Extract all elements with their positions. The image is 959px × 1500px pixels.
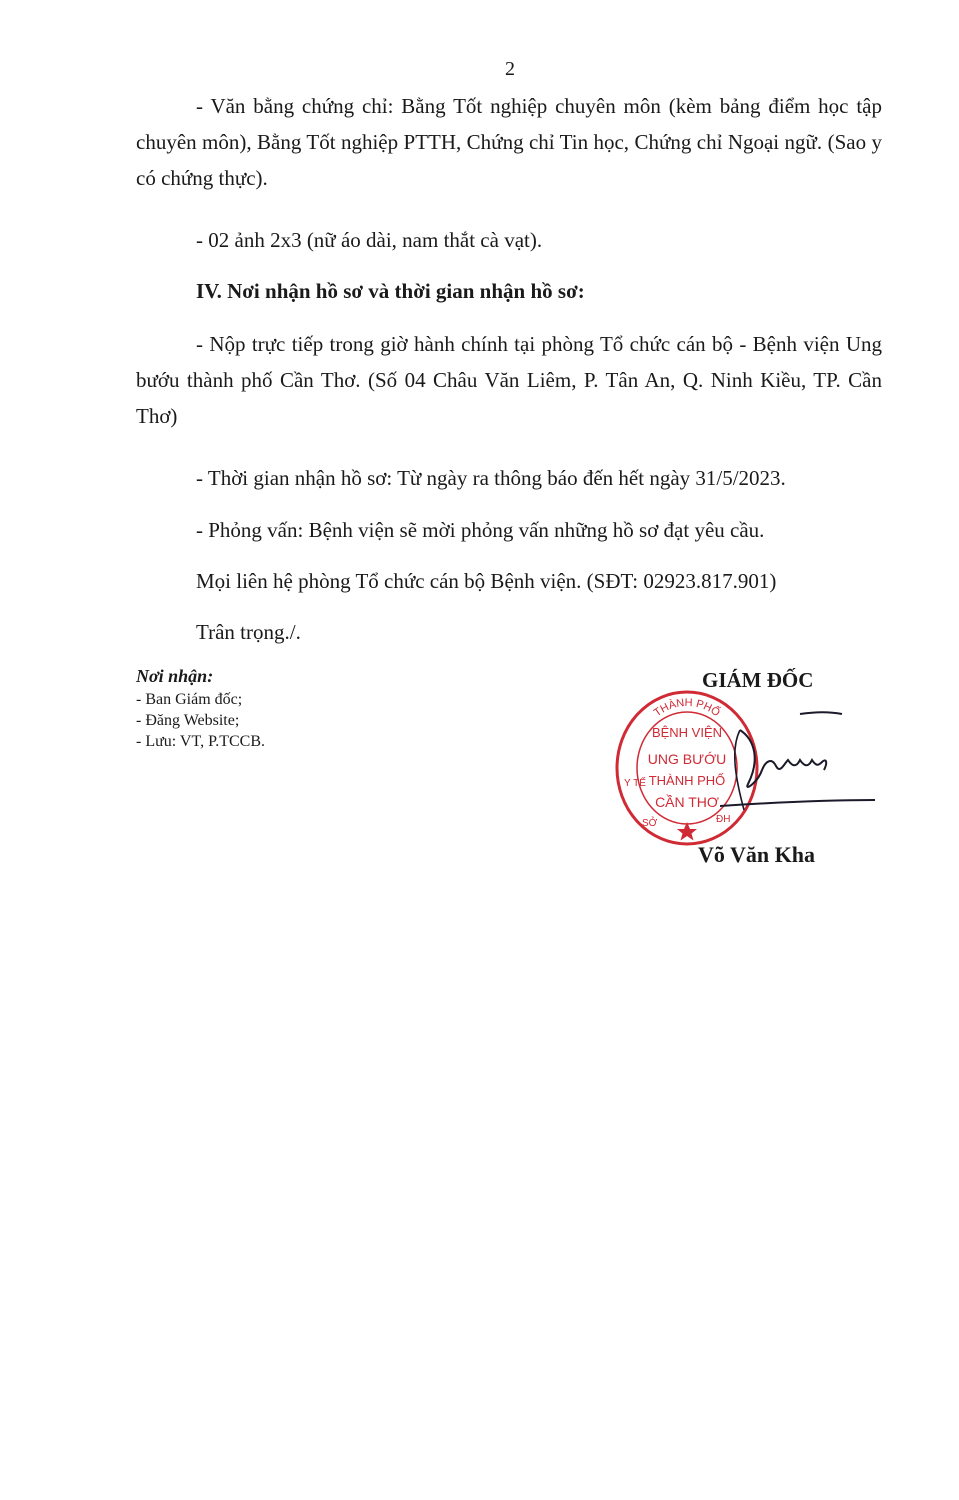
stamp-ring-bottom-right: ĐH [716,814,731,825]
stamp-ring-top: THÀNH PHỐ [651,696,723,720]
page-number: 2 [505,58,515,80]
stamp-ring-bottom-left: SỞ [642,818,658,829]
paragraph-closing: Trân trọng./. [196,620,301,644]
stamp-ring-left: Y TẾ [624,778,646,789]
paragraph-contact: Mọi liên hệ phòng Tổ chức cán bộ Bệnh viện. (SĐT: 02923.817.901) [196,569,777,593]
signer-name: Võ Văn Kha [698,842,815,867]
signer-title: GIÁM ĐỐC [702,668,814,692]
paragraph-deadline: - Thời gian nhận hồ sơ: Từ ngày ra thông báo đến hết ngày 31/5/2023. [196,466,786,490]
stamp-line-1: BỆNH VIỆN [651,725,723,740]
stamp-line-3: THÀNH PHỐ [648,773,726,788]
recipients-title: Nơi nhận: [136,666,214,686]
stamp-line-2: UNG BƯỚU [647,751,727,767]
recipient-item: - Lưu: VT, P.TCCB. [136,733,265,750]
handwritten-signature [700,700,890,820]
paragraph-submission: - Nộp trực tiếp trong giờ hành chính tại phòng Tổ chức cán bộ - Bệnh viện Ung bướu thành phố Cần Thơ. (Số 04 Châu Văn Liêm, P. Tân An, Q. Ninh Kiều, TP. Cần Thơ) [136,332,882,428]
stamp-line-4: CẦN THƠ [655,794,719,810]
stamp-star-icon [677,822,697,841]
recipient-item: - Đăng Website; [136,712,240,729]
paragraph-photos: - 02 ảnh 2x3 (nữ áo dài, nam thắt cà vạt). [196,228,543,252]
recipients-block [136,666,265,752]
paragraph-certificates: - Văn bằng chứng chỉ: Bằng Tốt nghiệp chuyên môn (kèm bảng điểm học tập chuyên môn), Bằng Tốt nghiệp PTTH, Chứng chỉ Tin học, Chứng chỉ Ngoại ngữ. (Sao y có chứng thực). [136,94,882,190]
recipient-item: - Ban Giám đốc; [136,691,243,708]
section-heading: IV. Nơi nhận hồ sơ và thời gian nhận hồ sơ: [196,279,585,303]
paragraph-interview: - Phỏng vấn: Bệnh viện sẽ mời phỏng vấn những hồ sơ đạt yêu cầu. [196,518,765,542]
